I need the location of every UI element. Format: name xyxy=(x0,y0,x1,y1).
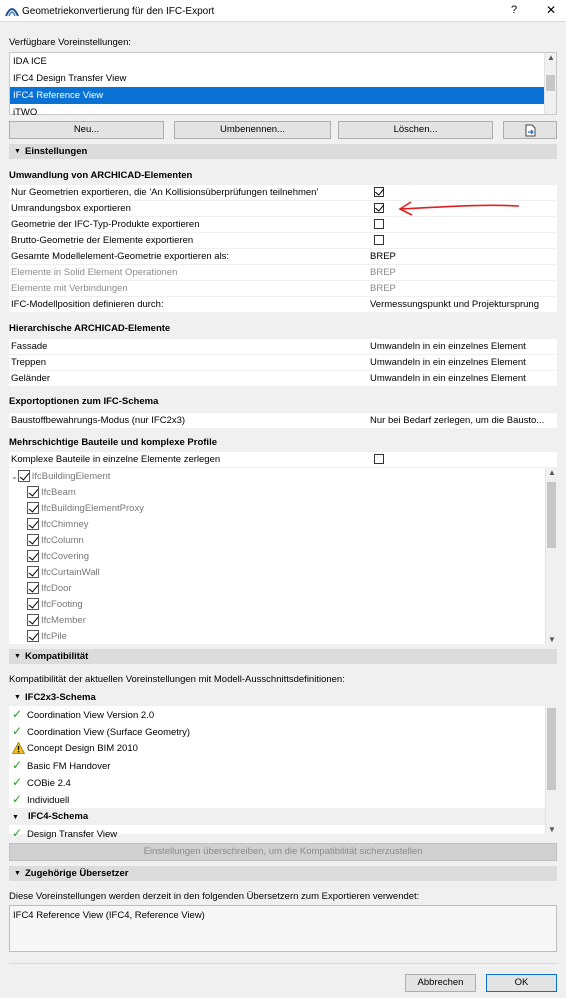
tree-item-label: IfcCurtainWall xyxy=(41,567,100,578)
preset-item[interactable]: iTWO xyxy=(13,107,38,118)
setting-checkbox[interactable] xyxy=(374,235,384,245)
collapse-icon: ▼ xyxy=(14,653,21,660)
compat-item-label: Concept Design BIM 2010 xyxy=(27,743,138,754)
setting-label: Nur Geometrien exportieren, die 'An Kollisionsüberprüfungen teilnehmen' xyxy=(11,187,319,198)
collapse-icon: ▼ xyxy=(14,694,21,701)
window-title: Geometriekonvertierung für den IFC-Export xyxy=(22,6,215,17)
tree-item-label: IfcFooting xyxy=(41,599,83,610)
tree-checkbox[interactable] xyxy=(27,614,39,626)
presets-scrollbar[interactable] xyxy=(544,53,556,114)
multi-checkbox[interactable] xyxy=(374,454,384,464)
tree-item[interactable] xyxy=(27,533,84,549)
compat-item-label: Individuell xyxy=(27,795,70,806)
compat-item xyxy=(12,774,71,791)
check-icon: ✓ xyxy=(12,826,23,840)
compat-item xyxy=(12,791,69,808)
setting-row[interactable] xyxy=(9,249,557,265)
tree-item-label: IfcBuildingElementProxy xyxy=(41,503,144,514)
preset-item-selected[interactable]: IFC4 Reference View xyxy=(10,87,545,104)
tree-item[interactable] xyxy=(27,629,67,645)
schema-value[interactable]: Nur bei Bedarf zerlegen, um die Bausto... xyxy=(370,415,545,426)
check-icon: ✓ xyxy=(12,792,23,806)
setting-row[interactable] xyxy=(9,297,557,313)
check-icon: ✓ xyxy=(12,707,23,721)
tree-checkbox[interactable] xyxy=(27,518,39,530)
help-button[interactable]: ? xyxy=(511,4,518,16)
scroll-up-icon[interactable]: ▲ xyxy=(548,468,556,477)
expand-chevron-icon[interactable]: ⌄ xyxy=(11,472,18,481)
compat-item xyxy=(12,825,117,842)
tree-item-label: IfcMember xyxy=(41,615,86,626)
collapse-icon: ▼ xyxy=(14,148,21,155)
scroll-down-icon[interactable]: ▼ xyxy=(548,635,556,644)
hierarchy-title: Hierarchische ARCHICAD-Elemente xyxy=(9,323,171,334)
translators-section-header[interactable] xyxy=(9,866,557,881)
translators-description: Diese Voreinstellungen werden derzeit in den folgenden Übersetzern zum Exportieren verwendet: xyxy=(9,891,420,902)
compat-item-label: COBie 2.4 xyxy=(27,778,71,789)
setting-value: BREP xyxy=(370,267,396,278)
tree-item-label: IfcCovering xyxy=(41,551,90,562)
archicad-logo-icon xyxy=(5,4,19,18)
tree-item[interactable] xyxy=(27,485,76,501)
multi-label: Komplexe Bauteile in einzelne Elemente zerlegen xyxy=(11,454,221,465)
hierarchy-value[interactable]: Umwandeln in ein einzelnes Element xyxy=(370,357,526,368)
compatibility-section-header[interactable] xyxy=(9,649,557,664)
hierarchy-label: Treppen xyxy=(11,357,47,368)
setting-label: Umrandungsbox exportieren xyxy=(11,203,131,214)
collapse-icon: ▼ xyxy=(12,814,19,821)
tree-item-label: IfcDoor xyxy=(41,583,72,594)
translators-header-label: Zugehörige Übersetzer xyxy=(25,868,129,879)
setting-row xyxy=(9,217,557,233)
tree-item[interactable] xyxy=(27,613,86,629)
presets-label: Verfügbare Voreinstellungen: xyxy=(9,37,132,48)
tree-item[interactable] xyxy=(27,565,100,581)
group-label: IFC4-Schema xyxy=(27,811,89,822)
setting-value[interactable]: Vermessungspunkt und Projektursprung xyxy=(370,299,539,310)
tree-item-label: IfcPile xyxy=(41,631,67,642)
setting-label: Elemente mit Verbindungen xyxy=(11,283,128,294)
check-icon: ✓ xyxy=(12,758,23,772)
warning-icon xyxy=(12,742,25,754)
title-bar xyxy=(0,0,566,22)
compat-item-label: Basic FM Handover xyxy=(27,761,111,772)
ifc2x3-group-header[interactable] xyxy=(9,690,557,705)
compat-item-label: Design Transfer View xyxy=(27,829,118,840)
setting-row xyxy=(9,265,557,281)
scroll-up-icon[interactable]: ▲ xyxy=(547,53,555,62)
hierarchy-row[interactable] xyxy=(9,371,557,387)
preset-item[interactable]: IDA ICE xyxy=(13,56,47,67)
overwrite-settings-button[interactable]: Einstellungen überschreiben, um die Kompatibilität sicherzustellen xyxy=(9,843,557,861)
setting-checkbox[interactable] xyxy=(374,219,384,229)
tree-checkbox[interactable] xyxy=(27,534,39,546)
check-icon: ✓ xyxy=(12,724,23,738)
tree-root[interactable] xyxy=(11,469,110,485)
collapse-icon: ▼ xyxy=(14,870,21,877)
compat-item-label: Coordination View (Surface Geometry) xyxy=(27,727,190,738)
setting-row xyxy=(9,233,557,249)
tree-scrollbar[interactable] xyxy=(545,468,557,644)
schema-row[interactable] xyxy=(9,413,557,429)
setting-row xyxy=(9,281,557,297)
translators-text: IFC4 Reference View (IFC4, Reference View) xyxy=(13,910,205,921)
annotation-arrow-icon xyxy=(395,198,525,218)
hierarchy-value[interactable]: Umwandeln in ein einzelnes Element xyxy=(370,341,526,352)
hierarchy-row[interactable] xyxy=(9,355,557,371)
ok-button[interactable]: OK xyxy=(486,974,557,992)
multi-row xyxy=(9,452,557,468)
new-button[interactable]: Neu... xyxy=(9,121,164,139)
setting-checkbox[interactable] xyxy=(374,203,384,213)
tree-checkbox[interactable] xyxy=(27,630,39,642)
export-preset-button[interactable] xyxy=(503,121,557,139)
hierarchy-value[interactable]: Umwandeln in ein einzelnes Element xyxy=(370,373,526,384)
tree-checkbox[interactable] xyxy=(27,550,39,562)
multi-title: Mehrschichtige Bauteile und komplexe Profile xyxy=(9,437,217,448)
rename-button[interactable]: Umbenennen... xyxy=(174,121,331,139)
tree-checkbox[interactable] xyxy=(27,486,39,498)
tree-root-label: IfcBuildingElement xyxy=(31,471,111,482)
compatibility-list[interactable] xyxy=(9,706,557,840)
schema-title: Exportoptionen zum IFC-Schema xyxy=(9,396,159,407)
cancel-button[interactable]: Abbrechen xyxy=(405,974,476,992)
tree-item[interactable] xyxy=(27,549,89,565)
tree-item-label: IfcColumn xyxy=(41,535,84,546)
tree-checkbox[interactable] xyxy=(18,470,30,482)
compat-scrollbar[interactable] xyxy=(545,706,557,834)
scroll-down-icon[interactable]: ▼ xyxy=(548,825,556,834)
compatibility-header-label: Kompatibilität xyxy=(25,651,89,662)
setting-label: IFC-Modellposition definieren durch: xyxy=(11,299,164,310)
settings-section-header[interactable] xyxy=(9,144,557,159)
ifc-element-tree[interactable] xyxy=(9,468,557,644)
tree-checkbox[interactable] xyxy=(27,502,39,514)
setting-label: Gesamte Modellelement-Geometrie exportieren als: xyxy=(11,251,230,262)
footer-divider xyxy=(9,963,557,964)
hierarchy-row[interactable] xyxy=(9,339,557,355)
tree-checkbox[interactable] xyxy=(27,598,39,610)
conversion-title: Umwandlung von ARCHICAD-Elementen xyxy=(9,170,193,181)
preset-item[interactable]: IFC4 Design Transfer View xyxy=(13,73,127,84)
delete-button[interactable]: Löschen... xyxy=(338,121,493,139)
setting-label: Brutto-Geometrie der Elemente exportieren xyxy=(11,235,194,246)
compat-item xyxy=(12,740,138,757)
close-button[interactable]: ✕ xyxy=(546,3,557,17)
schema-label: Baustoffbewahrungs-Modus (nur IFC2x3) xyxy=(11,415,186,426)
tree-item[interactable] xyxy=(27,581,72,597)
setting-label: Elemente in Solid Element Operationen xyxy=(11,267,178,278)
compat-item xyxy=(12,706,154,723)
hierarchy-label: Geländer xyxy=(11,373,51,384)
compatibility-description: Kompatibilität der aktuellen Voreinstellungen mit Modell-Ausschnittsdefinitionen: xyxy=(9,674,345,685)
compat-item-label: Coordination View Version 2.0 xyxy=(27,710,155,721)
compat-item xyxy=(12,723,190,740)
translators-textarea[interactable] xyxy=(9,905,557,952)
presets-list[interactable] xyxy=(9,52,557,118)
tree-checkbox[interactable] xyxy=(27,582,39,594)
tree-item[interactable] xyxy=(27,517,89,533)
group-label: IFC2x3-Schema xyxy=(25,692,96,703)
tree-checkbox[interactable] xyxy=(27,566,39,578)
settings-header-label: Einstellungen xyxy=(25,146,88,157)
hierarchy-label: Fassade xyxy=(11,341,48,352)
tree-item-label: IfcBeam xyxy=(41,487,76,498)
setting-label: Geometrie der IFC-Typ-Produkte exportieren xyxy=(11,219,200,230)
setting-value[interactable]: BREP xyxy=(370,251,396,262)
compat-item xyxy=(12,757,110,774)
setting-value: BREP xyxy=(370,283,396,294)
document-export-icon xyxy=(524,124,536,137)
setting-checkbox[interactable] xyxy=(374,187,384,197)
tree-item[interactable] xyxy=(27,501,144,517)
check-icon: ✓ xyxy=(12,775,23,789)
tree-item[interactable] xyxy=(27,597,83,613)
ifc4-group-header[interactable] xyxy=(9,808,545,825)
tree-item-label: IfcChimney xyxy=(41,519,89,530)
